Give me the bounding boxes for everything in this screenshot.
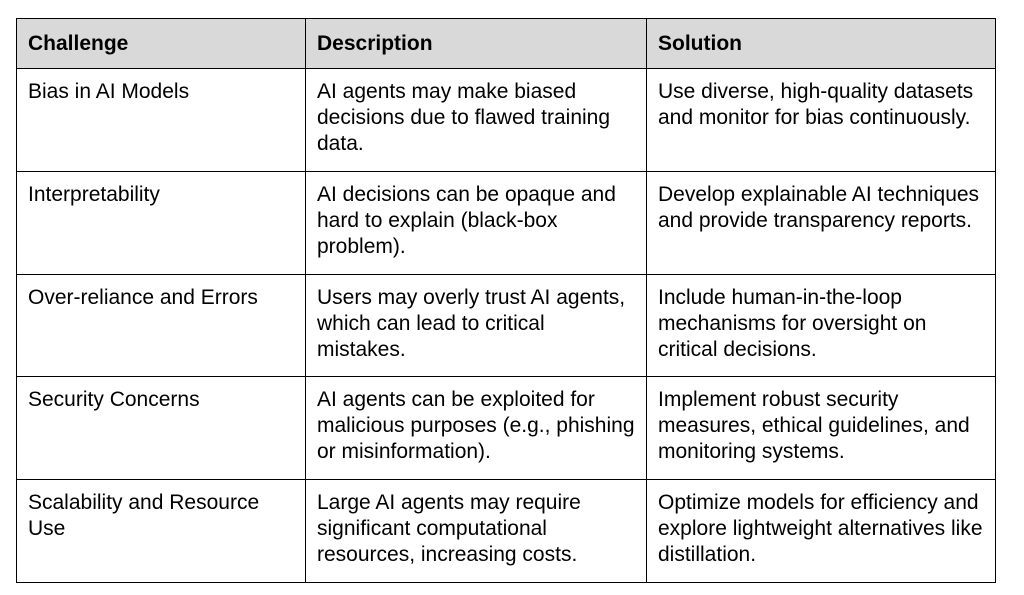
table-row (17, 171, 996, 274)
cell-solution: Optimize models for efficiency and explore lightweight alternatives like distillation. (647, 480, 996, 583)
header-solution: Solution (647, 19, 996, 69)
cell-description: AI agents can be exploited for malicious purposes (e.g., phishing or misinformation). (306, 377, 647, 480)
cell-solution: Use diverse, high-quality datasets and monitor for bias continuously. (647, 69, 996, 172)
cell-challenge: Over-reliance and Errors (17, 274, 306, 377)
table-header (17, 19, 996, 69)
cell-challenge: Security Concerns (17, 377, 306, 480)
header-row (17, 19, 996, 69)
table-body (17, 69, 996, 583)
challenges-table (16, 18, 996, 583)
cell-solution: Develop explainable AI techniques and provide transparency reports. (647, 171, 996, 274)
header-challenge: Challenge (17, 19, 306, 69)
table-row (17, 377, 996, 480)
cell-description: Large AI agents may require significant computational resources, increasing costs. (306, 480, 647, 583)
cell-challenge: Scalability and Resource Use (17, 480, 306, 583)
table-row (17, 274, 996, 377)
cell-description: AI decisions can be opaque and hard to explain (black-box problem). (306, 171, 647, 274)
table-row (17, 69, 996, 172)
cell-solution: Implement robust security measures, ethical guidelines, and monitoring systems. (647, 377, 996, 480)
cell-challenge: Interpretability (17, 171, 306, 274)
cell-challenge: Bias in AI Models (17, 69, 306, 172)
cell-description: AI agents may make biased decisions due to flawed training data. (306, 69, 647, 172)
cell-solution: Include human-in-the-loop mechanisms for oversight on critical decisions. (647, 274, 996, 377)
cell-description: Users may overly trust AI agents, which can lead to critical mistakes. (306, 274, 647, 377)
table-row (17, 480, 996, 583)
header-description: Description (306, 19, 647, 69)
